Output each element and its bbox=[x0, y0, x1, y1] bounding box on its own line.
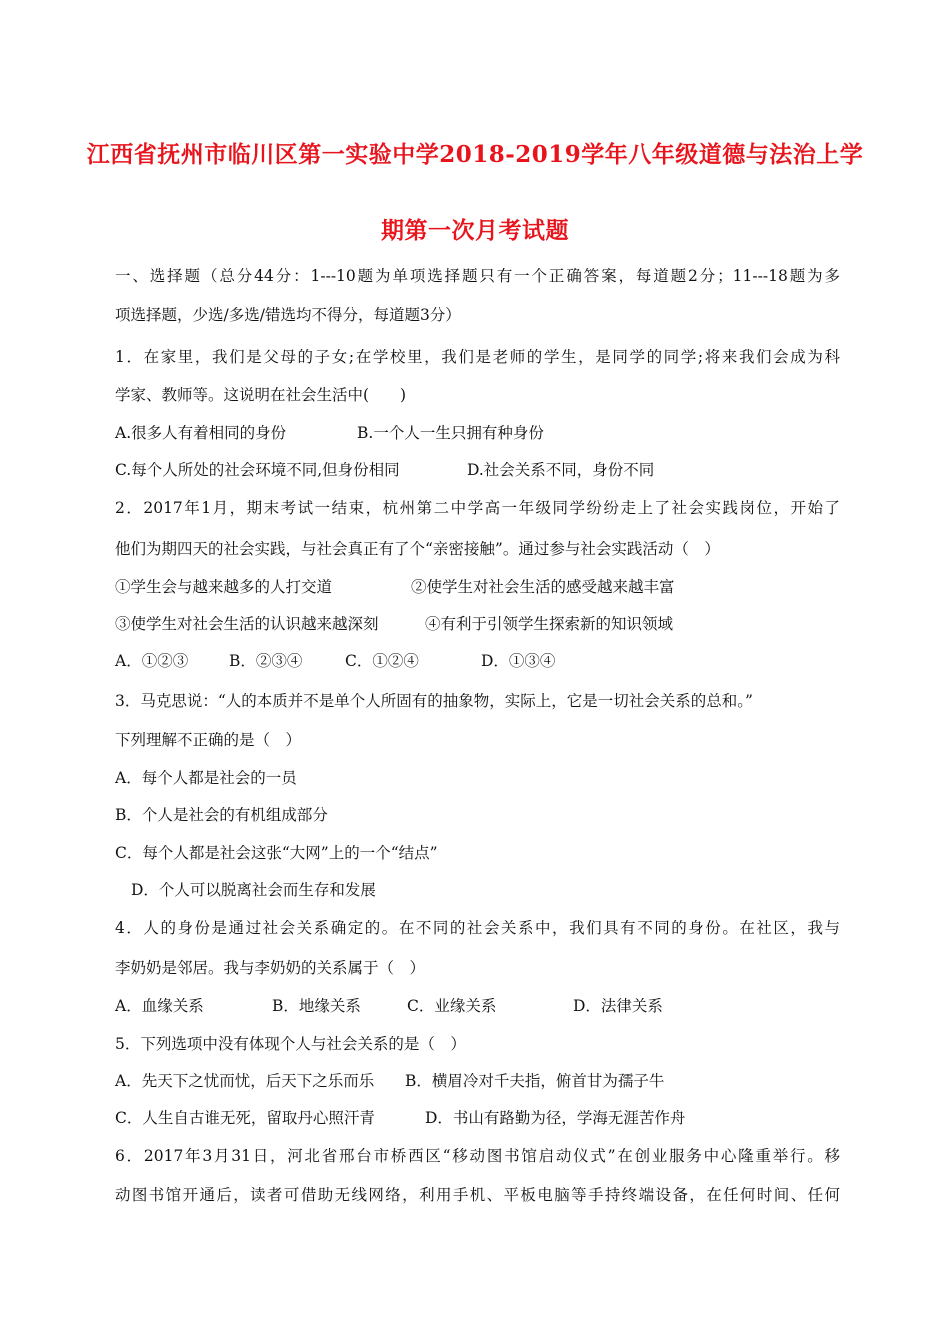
q2-statement-1: ①学生会与越来越多的人打交道 bbox=[115, 578, 333, 596]
q4-stem-line-2: 李奶奶是邻居。我与李奶奶的关系属于（ ） bbox=[115, 959, 426, 977]
q2-stem-line-2: 他们为期四天的社会实践，与社会真正有了个“亲密接触”。通过参与社会实践活动（ ） bbox=[115, 540, 720, 558]
q3-option-b: B．个人是社会的有机组成部分 bbox=[115, 806, 328, 824]
q4-stem-line-1: 4．人的身份是通过社会关系确定的。在不同的社会关系中，我们具有不同的身份。在社区，我与 bbox=[115, 919, 840, 937]
q1-stem-line-1: 1．在家里，我们是父母的子女;在学校里，我们是老师的学生，是同学的同学;将来我们会成为科 bbox=[115, 348, 840, 366]
q5-option-b: B．横眉冷对千夫指，俯首甘为孺子牛 bbox=[405, 1072, 665, 1090]
q4-option-c: C．业缘关系 bbox=[407, 997, 497, 1015]
q3-option-a: A．每个人都是社会的一员 bbox=[115, 769, 297, 787]
q4-option-b: B．地缘关系 bbox=[272, 997, 361, 1015]
q2-statement-4: ④有利于引领学生探索新的知识领域 bbox=[425, 615, 674, 633]
q5-option-a: A．先天下之忧而忧，后天下之乐而乐 bbox=[115, 1072, 375, 1090]
q4-option-a: A．血缘关系 bbox=[115, 997, 204, 1015]
q2-stem-line-1: 2．2017年1月，期末考试一结束，杭州第二中学高一年级同学纷纷走上了社会实践岗位，开始了 bbox=[115, 499, 840, 517]
q1-option-c: C.每个人所处的社会环境不同,但身份相同 bbox=[115, 461, 400, 479]
q2-option-c: C．①②④ bbox=[345, 652, 419, 670]
document-title-line-1: 江西省抚州市临川区第一实验中学2018-2019学年八年级道德与法治上学 bbox=[86, 141, 864, 168]
q2-option-d: D．①③④ bbox=[481, 652, 556, 670]
q6-stem-line-1: 6．2017年3月31日，河北省邢台市桥西区“移动图书馆启动仪式”在创业服务中心隆重举行。移 bbox=[115, 1147, 840, 1165]
q1-option-d: D.社会关系不同，身份不同 bbox=[467, 461, 655, 479]
q3-option-d: D．个人可以脱离社会而生存和发展 bbox=[131, 881, 376, 899]
document-title-line-2: 期第一次月考试题 bbox=[381, 217, 569, 244]
q2-statement-2: ②使学生对社会生活的感受越来越丰富 bbox=[411, 578, 675, 596]
q5-option-d: D．书山有路勤为径，学海无涯苦作舟 bbox=[425, 1109, 686, 1127]
q5-option-c: C．人生自古谁无死，留取丹心照汗青 bbox=[115, 1109, 375, 1127]
q3-stem-line-2: 下列理解不正确的是（ ） bbox=[115, 731, 302, 749]
q2-option-a: A．①②③ bbox=[115, 652, 189, 670]
q3-stem-line-1: 3．马克思说：“人的本质并不是单个人所固有的抽象物，实际上，它是一切社会关系的总和。” bbox=[115, 692, 753, 710]
section-header-line-2: 项选择题，少选/多选/错选均不得分，每道题3分） bbox=[115, 306, 461, 324]
q4-option-d: D．法律关系 bbox=[573, 997, 663, 1015]
q2-option-b: B．②③④ bbox=[229, 652, 303, 670]
q6-stem-line-2: 动图书馆开通后，读者可借助无线网络，利用手机、平板电脑等手持终端设备，在任何时间、任何 bbox=[115, 1186, 840, 1204]
section-header-line-1: 一、选择题（总分44分：1---10题为单项选择题只有一个正确答案，每道题2分；11---18题为多 bbox=[115, 267, 840, 285]
q1-option-b: B.一个人一生只拥有种身份 bbox=[357, 424, 544, 442]
q1-stem-line-2: 学家、教师等。这说明在社会生活中( ) bbox=[115, 386, 407, 404]
q5-stem: 5．下列选项中没有体现个人与社会关系的是（ ） bbox=[115, 1035, 466, 1053]
q1-option-a: A.很多人有着相同的身份 bbox=[115, 424, 287, 442]
q2-statement-3: ③使学生对社会生活的认识越来越深刻 bbox=[115, 615, 379, 633]
q3-option-c: C．每个人都是社会这张“大网”上的一个“结点” bbox=[115, 844, 438, 862]
